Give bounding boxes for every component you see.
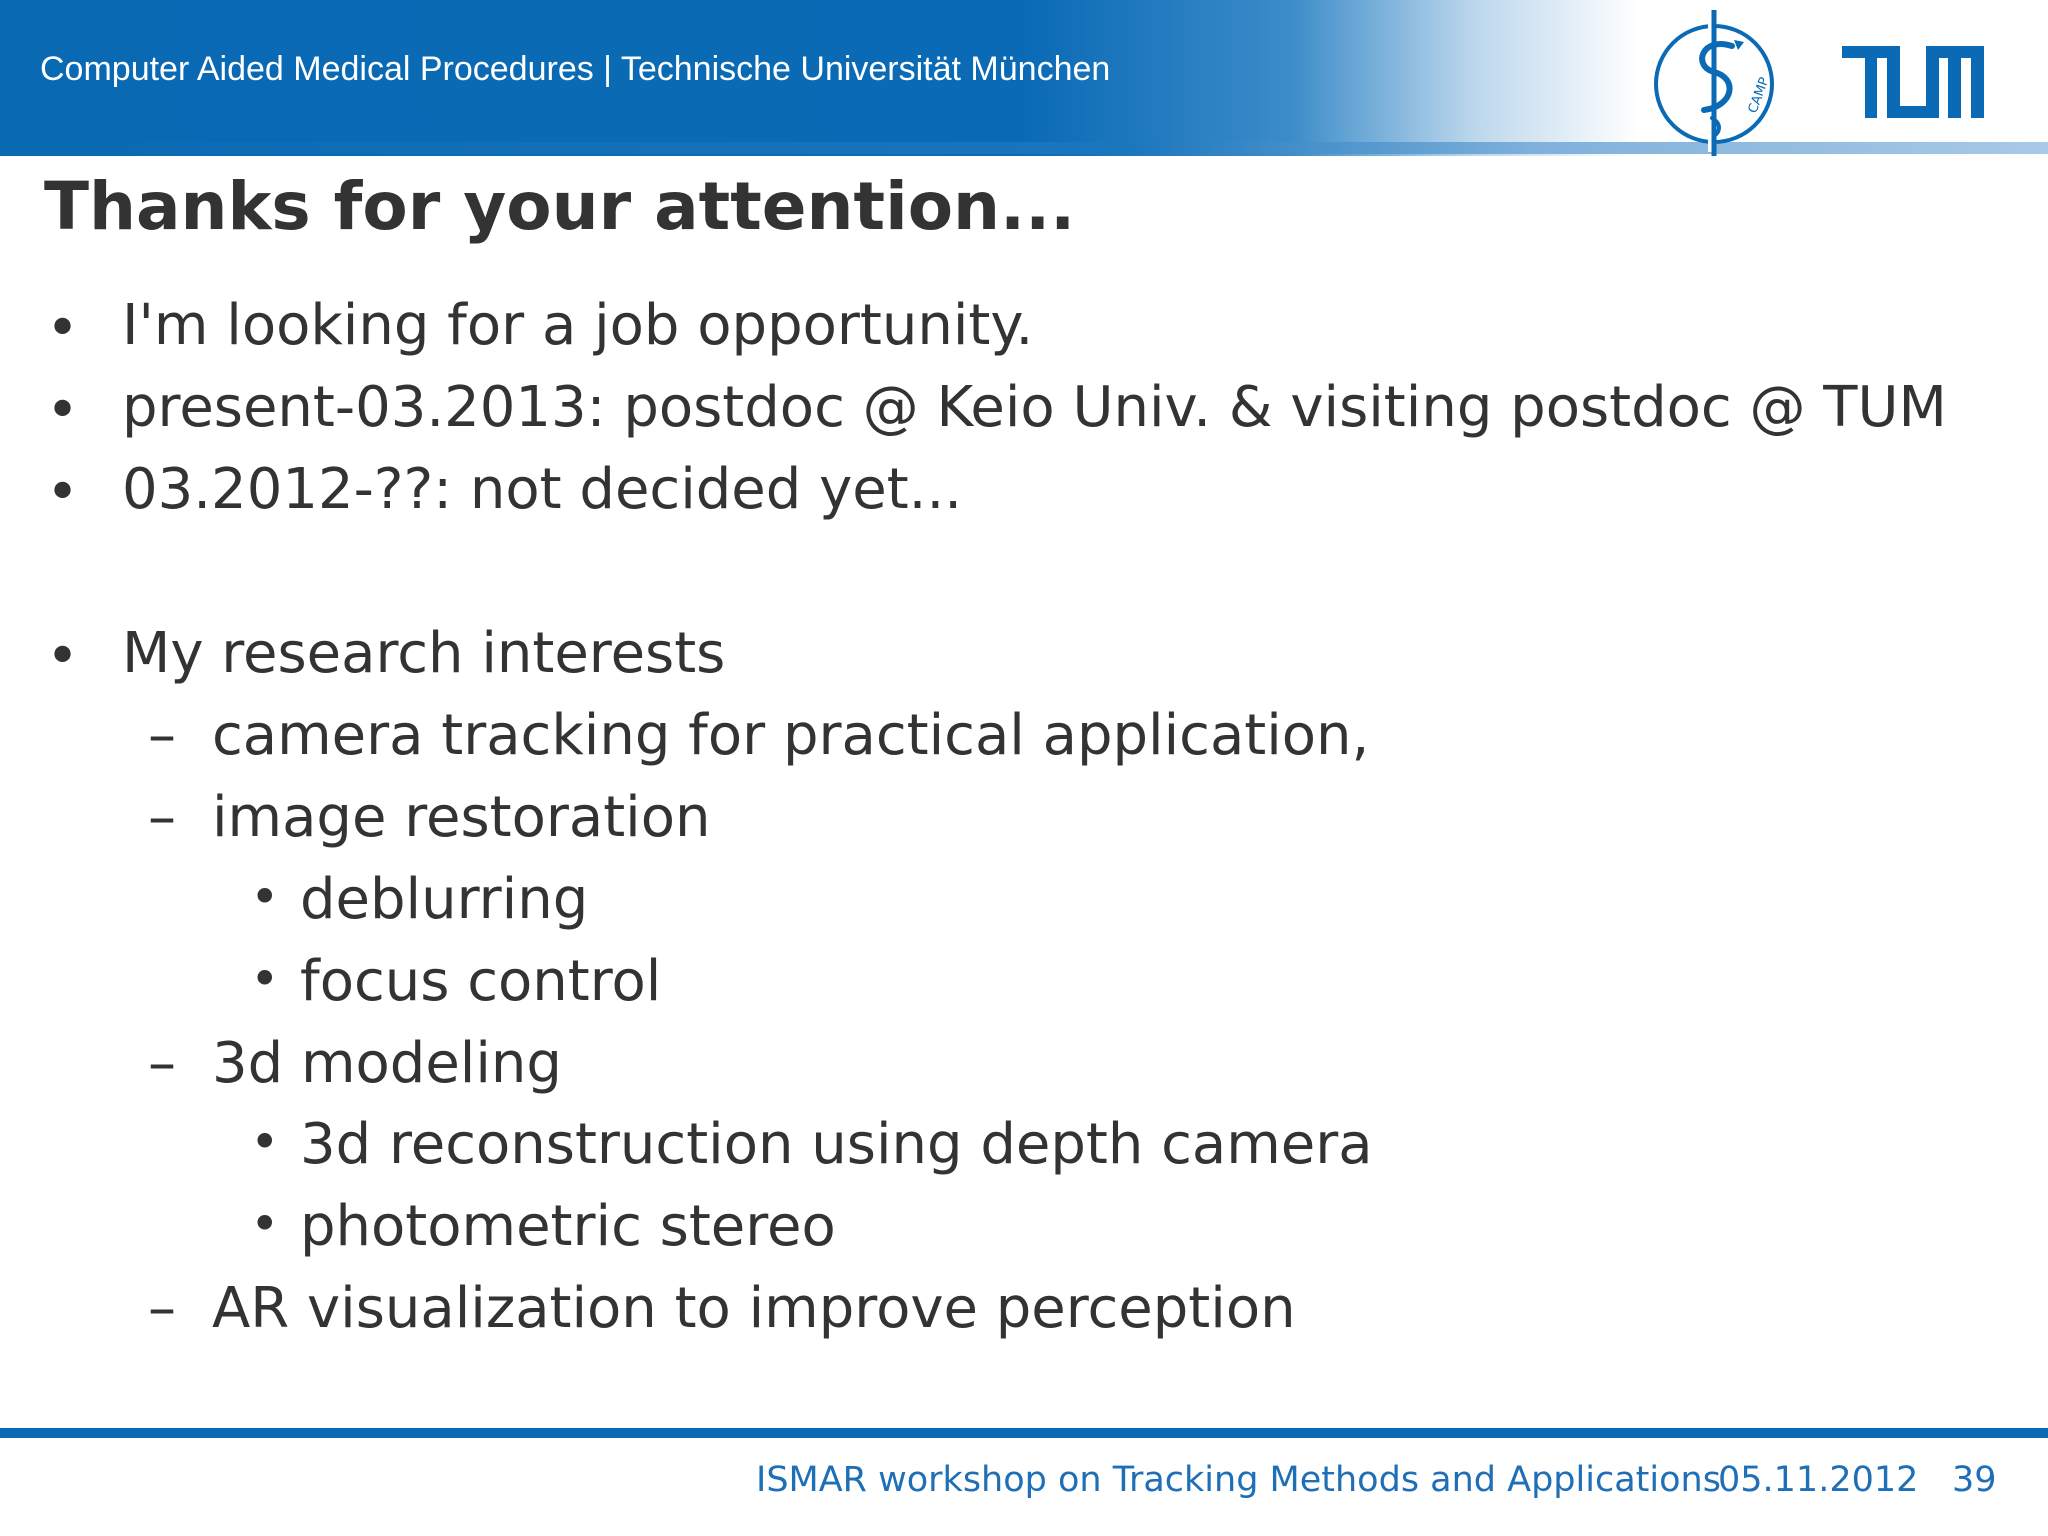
- header-title: Computer Aided Medical Procedures | Technische Universität München: [40, 50, 1111, 88]
- research-item-ar: AR visualization to improve perception: [212, 1276, 1296, 1341]
- bullet-job: I'm looking for a job opportunity.: [122, 293, 1034, 358]
- research-sub-depth: 3d reconstruction using depth camera: [300, 1112, 1373, 1177]
- bullet-marker: •: [250, 1113, 280, 1171]
- research-heading: My research interests: [122, 621, 726, 686]
- footer-page-number: 39: [1952, 1460, 1997, 1500]
- bullet-marker: •: [46, 624, 80, 689]
- tum-logo-icon: [1842, 46, 1984, 118]
- bullet-marker: •: [250, 868, 280, 926]
- bullet-marker: •: [46, 296, 80, 361]
- footer-event: ISMAR workshop on Tracking Methods and Applications: [756, 1460, 1721, 1500]
- research-sub-focus: focus control: [300, 949, 662, 1014]
- footer-date: 05.11.2012: [1718, 1460, 1919, 1500]
- bullet-present: present-03.2013: postdoc @ Keio Univ. & visiting postdoc @ TUM: [122, 375, 1947, 440]
- bullet-marker: •: [46, 378, 80, 443]
- research-item-modeling: 3d modeling: [212, 1031, 562, 1096]
- dash-marker: –: [148, 703, 176, 768]
- research-sub-deblurring: deblurring: [300, 867, 589, 932]
- dash-marker: –: [148, 1276, 176, 1341]
- research-sub-photometric: photometric stereo: [300, 1194, 836, 1259]
- research-item-restoration: image restoration: [212, 785, 711, 850]
- research-item-tracking: camera tracking for practical application,: [212, 703, 1370, 768]
- dash-marker: –: [148, 785, 176, 850]
- bullet-marker: •: [46, 460, 80, 525]
- bullet-marker: •: [250, 950, 280, 1008]
- footer-divider: [0, 1428, 2048, 1438]
- camp-logo-text: CAMP: [1745, 75, 1773, 116]
- dash-marker: –: [148, 1031, 176, 1096]
- bullet-marker: •: [250, 1195, 280, 1253]
- slide-title: Thanks for your attention...: [44, 168, 1076, 245]
- camp-logo-icon: [1642, 6, 1794, 158]
- bullet-future: 03.2012-??: not decided yet...: [122, 457, 963, 522]
